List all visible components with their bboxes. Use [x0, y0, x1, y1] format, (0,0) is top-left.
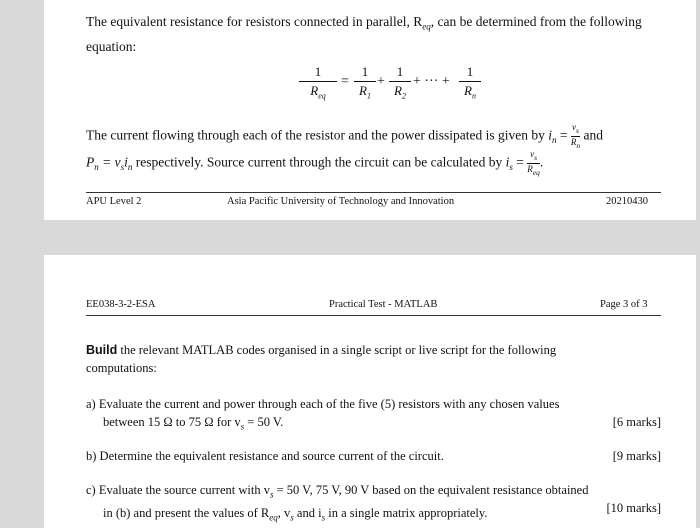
intro-line2: equation: — [86, 38, 137, 54]
header-right: Page 3 of 3 — [600, 299, 648, 310]
frac-r1: 1 $R_1$ — [354, 64, 376, 105]
question-c: c) Evaluate the source current with $v_s = 50$ V, 75 V, 90 V based on the equivalent resistance obtained in (b) and present the values of $R_{eq}$, $v_s$ and $i_s$ in a single matrix appropriately. [10 marks] — [86, 483, 661, 522]
intro-tail: , can be determined from the following — [430, 14, 642, 29]
plus-sign: + — [377, 74, 385, 89]
frac-r2: 1 $R_2$ — [389, 64, 411, 105]
question-c-marks: [10 marks] — [606, 501, 661, 515]
footer-divider — [86, 192, 661, 193]
question-b: b) Determine the equivalent resistance and source current of the circuit. [9 marks] — [86, 449, 661, 463]
header-center: Practical Test - MATLAB — [329, 299, 438, 310]
vs-over-req-fraction: $\frac{v_s}{R_{eq}}$ — [527, 149, 540, 177]
current-power-paragraph-line2: $P_n = v_si_n$ respectively. Source current through the circuit can be calculated by $i_s = \frac{v_s}{R_{eq}}$. — [86, 149, 544, 177]
intro-text: The equivalent resistance for resistors connected in parallel, R — [86, 14, 423, 29]
parallel-resistance-equation — [274, 60, 484, 110]
build-instruction: Build the relevant MATLAB codes organised in a single script or live script for the following computations: — [86, 343, 557, 375]
header-divider — [86, 315, 661, 316]
footer-left: APU Level 2 — [86, 196, 142, 207]
question-b-marks: [9 marks] — [612, 449, 661, 463]
frac-rn: 1 $R_n$ — [459, 64, 481, 105]
intro-paragraph — [86, 12, 661, 57]
ellipsis-sum: + ··· + — [413, 74, 450, 89]
header-left: EE038-3-2-ESA — [86, 299, 156, 310]
intro-sub: eq — [422, 21, 431, 32]
vs-over-rn-fraction: $\frac{v_s}{R_n}$ — [570, 122, 581, 150]
document-page-1 — [44, 0, 696, 220]
frac-req: 1 $R_{eq}$ — [299, 64, 337, 105]
footer-center: Asia Pacific University of Technology and Innovation — [227, 196, 455, 207]
current-power-paragraph: The current flowing through each of the resistor and the power dissipated is given by $i_n = \frac{v_s}{R_n}$ and — [86, 122, 604, 150]
footer-right: 20210430 — [606, 196, 648, 207]
question-a-marks: [6 marks] — [612, 415, 661, 429]
equals-sign: = — [341, 74, 349, 89]
question-a: a) Evaluate the current and power through each of the five (5) resistors with any chosen values between 15 Ω to 75 Ω for $v_s = 50$ V. [6 marks] — [86, 397, 661, 432]
document-page-2 — [44, 255, 696, 528]
